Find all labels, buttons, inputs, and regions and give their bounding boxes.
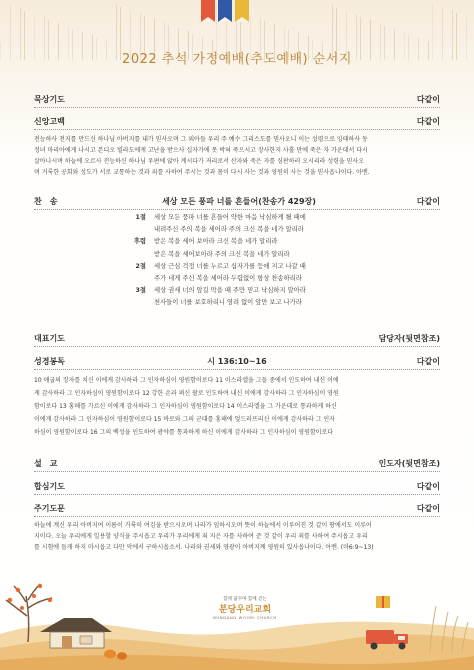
divider xyxy=(34,346,440,347)
reading-line: 이에게 감사하라 그 인자하심이 영원함이로다 15 바로와 그의 군대를 홍해에 엎드러뜨리신 이에게 감사하라 그 인자 xyxy=(34,416,335,423)
divider xyxy=(34,471,440,472)
verse-line: 받은 복을 세어보아라 주의 크신 복을 네가 알리라 xyxy=(154,250,290,258)
red-ribbon xyxy=(201,0,215,22)
church-logo xyxy=(170,596,320,620)
blue-ribbon xyxy=(218,0,232,22)
divider xyxy=(34,129,440,130)
verse-number: 2절 xyxy=(135,262,146,270)
verse-line: 내려주신 주의 복을 세어라 주의 크신 복을 네가 알리라 xyxy=(154,226,304,234)
lords-prayer-line: 하늘에 계신 우리 아버지여 이름이 거룩히 여김을 받으시오며 나라가 임하시오며 뜻이 하늘에서 이루어진 것 같이 땅에서도 이루어 xyxy=(34,522,372,529)
verse-number: 1절 xyxy=(135,214,146,221)
divider xyxy=(34,494,440,495)
persimmon xyxy=(32,594,36,598)
persimmon xyxy=(38,584,42,588)
verse-line: 세상 모든 풍파 너를 흔들어 약한 마음 낙심하게 될 때에 xyxy=(154,214,306,221)
persimmon xyxy=(8,598,12,602)
reading-line: 10 애굽의 장자를 치신 이에게 감사하라 그 인자하심이 영원함이로다 11 이스라엘을 그들 중에서 인도하여 내신 이에 xyxy=(34,377,339,384)
hymn-label: 찬 송 xyxy=(34,197,58,206)
divider xyxy=(34,369,440,370)
divider xyxy=(34,516,440,517)
truck-wheel xyxy=(399,643,406,650)
reading-line: 함이로다 13 홍해를 가르신 이에게 감사하라 그 인자하심이 영원함이로다 14 이스라엘을 그 가운데로 통과하게 하신 xyxy=(34,403,337,410)
verse-number: 후렴 xyxy=(133,238,146,246)
prayer-label: 대표기도 xyxy=(34,334,65,343)
reading-line: 게 감사하라 그 인자하심이 영원함이로다 12 강한 손과 펴신 팔로 인도하여 내신 이에게 감사하라 그 인자하심이 영원 xyxy=(34,390,339,397)
lords-prayer-text xyxy=(34,520,440,553)
page-title: 2022 추석 가정예배(추도예배) 순서지 xyxy=(122,52,352,67)
creed-line: 정녀 마리아에게 나시고 본디오 빌라도에게 고난을 받으사 십자가에 못 박혀 죽으시고 장사한지 사흘 만에 죽은 자 가운데서 다시 xyxy=(34,147,368,154)
house-door xyxy=(62,636,72,648)
verse-line: 주가 네게 주신 복을 세어라 두렴없이 항상 찬송하리라 xyxy=(154,275,302,282)
closing-prayer-who: 다같이 xyxy=(416,482,440,491)
truck-body xyxy=(366,630,394,644)
reading-label: 성경봉독 xyxy=(34,357,65,366)
lords-prayer-line: 지이다. 오늘 우리에게 일용할 양식을 주시옵고 우리가 우리에게 죄 지은 자를 사하여 준 것 같이 우리 죄를 사하여 주시옵고 우리 xyxy=(34,533,368,540)
creed-label: 신앙고백 xyxy=(34,117,65,126)
hymn-who: 다같이 xyxy=(416,197,440,206)
church-tagline: 함께 꿈꾸며 함께 걷는 xyxy=(223,597,267,602)
sermon-label: 설 교 xyxy=(34,459,58,468)
persimmon xyxy=(16,588,20,592)
meditation-who: 다같이 xyxy=(416,95,440,104)
pumpkin xyxy=(104,650,116,659)
church-name: 분당우리교회 xyxy=(218,605,272,615)
closing-prayer-label: 합심기도 xyxy=(34,482,65,491)
lords-prayer-line: 를 시험에 들게 하지 마시옵고 다만 악에서 구하시옵소서. 나라와 권세와 영광이 아버지께 영원히 있사옵나이다. 아멘. (마6:9~13) xyxy=(34,544,374,551)
lords-prayer-who: 다같이 xyxy=(416,504,440,513)
creed-line: 살아나시며 하늘에 오르사 전능하신 하나님 우편에 앉아 계시다가 저리로서 산자와 죽은 자를 심판하러 오시리라 성령을 믿사오 xyxy=(34,158,365,165)
verse-line: 천사들이 너를 보호하리니 염려 없이 앞만 보고 나가라 xyxy=(154,299,302,307)
hymn-verses xyxy=(118,212,418,312)
persimmon xyxy=(48,598,52,602)
reading-reference: 시 136:10~16 xyxy=(207,357,267,366)
verse-line: 세상 권세 너의 앞길 막을 때 주만 믿고 낙심하지 말아라 xyxy=(154,287,306,295)
gift-ribbon xyxy=(382,596,384,608)
verse-line: 받은 복을 세어 보아라 크신 복을 네가 알리라 xyxy=(154,238,278,246)
truck-window xyxy=(398,636,405,640)
hymn-title: 세상 모든 풍파 너를 흔들어(찬송가 429장) xyxy=(162,197,316,206)
lords-prayer-label: 주기도문 xyxy=(34,504,65,513)
pumpkin xyxy=(117,652,127,660)
meditation-label: 묵상기도 xyxy=(34,95,65,104)
prayer-who: 담당자(뒷면참조) xyxy=(378,334,440,343)
sermon-who: 인도자(뒷면참조) xyxy=(378,459,440,468)
creed-text xyxy=(34,134,440,178)
yellow-ribbon xyxy=(235,0,249,22)
reading-who: 다같이 xyxy=(416,357,440,366)
divider xyxy=(34,209,440,210)
church-english-name: BUNDANG WOORI CHURCH xyxy=(213,615,277,620)
house-wall xyxy=(50,632,104,648)
truck-wheel xyxy=(371,643,378,650)
color-ribbon-tabs xyxy=(201,0,249,24)
house-window xyxy=(80,636,92,644)
creed-line: 며 거룩한 공회와 성도가 서로 교통하는 것과 죄를 사하여 주시는 것과 몸이 다시 사는 것과 영원히 사는 것을 믿사옵나이다. 아멘. xyxy=(34,169,370,176)
verse-number: 3절 xyxy=(135,287,146,295)
creed-who: 다같이 xyxy=(416,117,440,126)
reading-text xyxy=(34,374,440,439)
reading-line: 하심이 영원함이로다 16 그의 백성을 인도하여 광야를 통과하게 하신 이에게 감사하라 그 인자하심이 영원함이로다 xyxy=(34,429,334,436)
divider xyxy=(34,107,440,108)
creed-line: 전능하사 천지를 만드신 하나님 아버지를 내가 믿사오며 그 외아들 우리 주 예수 그리스도를 믿사오니 이는 성령으로 잉태하사 동 xyxy=(34,136,368,143)
verse-line: 세상 근심 걱정 너를 누르고 십자가를 등에 지고 나갈 때 xyxy=(154,262,306,270)
persimmon xyxy=(20,606,24,610)
